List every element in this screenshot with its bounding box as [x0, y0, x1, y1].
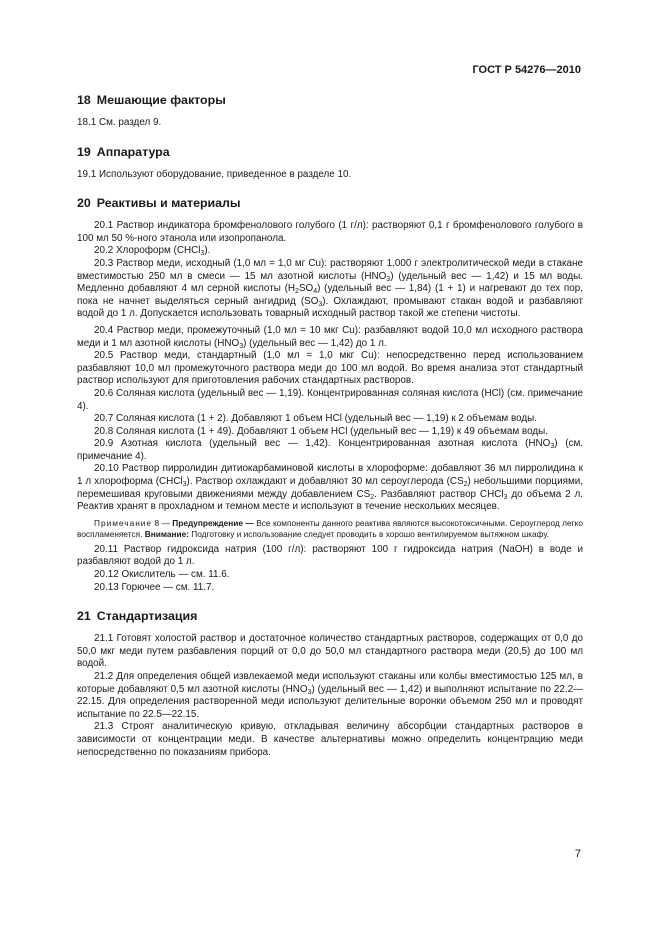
section-19-heading — [77, 145, 583, 160]
paragraph-20-2: 20.2 Хлороформ (CHCl$_3$). — [94, 245, 211, 258]
paragraph-20-6: 20.6 Соляная кислота (удельный вес — 1,19). Концентрированная соляная кислота (HCl) (см. примечание 4). — [77, 387, 583, 412]
document-code: ГОСТ Р 54276—2010 — [472, 64, 581, 76]
attention-label: Внимание: — [144, 528, 189, 539]
section-number: 19 — [77, 144, 91, 159]
paragraph-20-11: 20.11 Раствор гидроксида натрия (100 г/л): растворяют 100 г гидроксида натрия (NaOH) в воде и разбавляют водой до 1 л. — [77, 543, 583, 568]
section-number: 18 — [77, 93, 91, 107]
paragraph-20-5: 20.5 Раствор меди, стандартный (1,0 мл = 1,0 мкг Cu): непосредственно перед использованием разбавляют 10,0 мл промежуточного раствора меди до 100 мл водой. Во время анализа этот стандартный раствор используют для приготовления рабочих стандартных растворов. — [77, 350, 583, 387]
paragraph-20-12: 20.12 Окислитель — см. 11.6. — [94, 569, 230, 581]
section-21-heading — [77, 609, 583, 624]
paragraph-20-10: 20.10 Раствор пирролидин дитиокарбаминовой кислоты в хлороформе: добавляют 36 мл пирролидина к 1 л хлороформа (CHCl$_3$). Раствор охлаждают и добавляют 30 мл сероуглерода $(CS_2)$ небольшими порциями, перемешивая круговыми движениями между добавлением $CS_2$. Разбавляют раствор CHCl$_3$ до объема 2 л. Реактив хранят в прохладном и темном месте и используют в течение нескольких месяцев. — [77, 463, 583, 513]
paragraph-20-1: 20.1 Раствор индикатора бромфенолового голубого (1 г/л): растворяют 0,1 г бромфенолового голубого в 100 мл 50 %-ного этанола или изопропанола. — [77, 220, 583, 244]
paragraph-21-1: 21.1 Готовят холостой раствор и достаточное количество стандартных растворов, содержащих от 0,0 до 50,0 мкг меди путем разбавления порций от 0,0 до 50,0 мл стандартного раствора меди (20,5) до 100 мл водой. — [77, 633, 583, 670]
paragraph-21-3: 21.3 Строят аналитическую кривую, откладывая величину абсорбции стандартных растворов в зависимости от концентрации меди. В качестве альтернативы можно определить концентрацию меди непосредственно по показаниям прибора. — [77, 721, 583, 758]
page-number: 7 — [574, 848, 581, 860]
section-title: Стандартизация — [96, 609, 198, 624]
paragraph-19-1: 19.1 Используют оборудование, приведенное в разделе 10. — [77, 168, 352, 180]
section-title: Мешающие факторы — [96, 93, 226, 107]
paragraph-20-3: 20.3 Раствор меди, исходный (1,0 мл = 1,0 мг Cu): растворяют 1,000 г электролитической меди в стакане вместимостью 250 мл в смеси — 15 мл азотной кислоты $(HNO_3)$ (удельный вес — 1,42) и 15 мл воды. Медленно добавляют 4 мл серной кислоты $(H_2SO_4)$ (удельный вес — 1,84) (1 + 1) и нагревают до тех пор, пока не начнет выделяться серный ангидрид $(SO_3)$. Охлаждают, промывают стакан водой и разбавляют водой до 1 л. Допускается использовать товарный исходный раствор такой же степени чистоты. — [77, 257, 584, 320]
paragraph-20-7: 20.7 Соляная кислота (1 + 2). Добавляют 1 объем HCl (удельный вес — 1,19) к 2 объемам воды. — [94, 413, 537, 425]
paragraph-18-1: 18.1 См. раздел 9. — [77, 117, 162, 128]
section-number: 21 — [77, 609, 91, 624]
paragraph-21-2: 21.2 Для определения общей извлекаемой меди используют стаканы или колбы вместимостью 125 мл, в которые добавляют 0,5 мл азотной кислоты $(HNO_3)$ (удельный вес — 1,42) и выполняют испытание по 22.2—22.15. Для определения растворенной меди используют делительные воронки объемом 250 мл и проводят испытание по 22.5—22.15. — [77, 671, 583, 720]
section-title: Реактивы и материалы — [96, 196, 241, 211]
note-label: Примечание — [94, 517, 153, 528]
note-8: Примечание 8 — Предупреждение — Все компоненты данного реактива являются высокотоксичными. Сероуглерод легко воспламеняется. Внимание: Подготовку и использование следует проводить в хорошо вентилируемом вытяжном шкафу. — [77, 517, 583, 539]
paragraph-20-9: 20.9 Азотная кислота (удельный вес — 1,42). Концентрированная азотная кислота $(HNO_3)$ (см. примечание 4). — [77, 438, 583, 462]
section-20-heading — [77, 196, 583, 211]
paragraph-20-4: 20.4 Раствор меди, промежуточный (1,0 мл = 10 мкг Cu): разбавляют водой 10,0 мл исходного раствора меди и 1 мл азотной кислоты $(HNO_3)$ (удельный вес — 1,42) до 1 л. — [77, 324, 583, 350]
section-number: 20 — [77, 196, 91, 211]
section-title: Аппаратура — [96, 144, 170, 159]
paragraph-20-13: 20.13 Горючее — см. 11.7. — [94, 581, 215, 593]
section-18-heading — [77, 93, 583, 108]
paragraph-20-8: 20.8 Соляная кислота (1 + 49). Добавляют 1 объем HCl (удельный вес — 1,19) к 49 объемам воды. — [94, 425, 548, 437]
warning-label: Предупреждение — — [172, 517, 254, 528]
document-body — [77, 88, 583, 759]
